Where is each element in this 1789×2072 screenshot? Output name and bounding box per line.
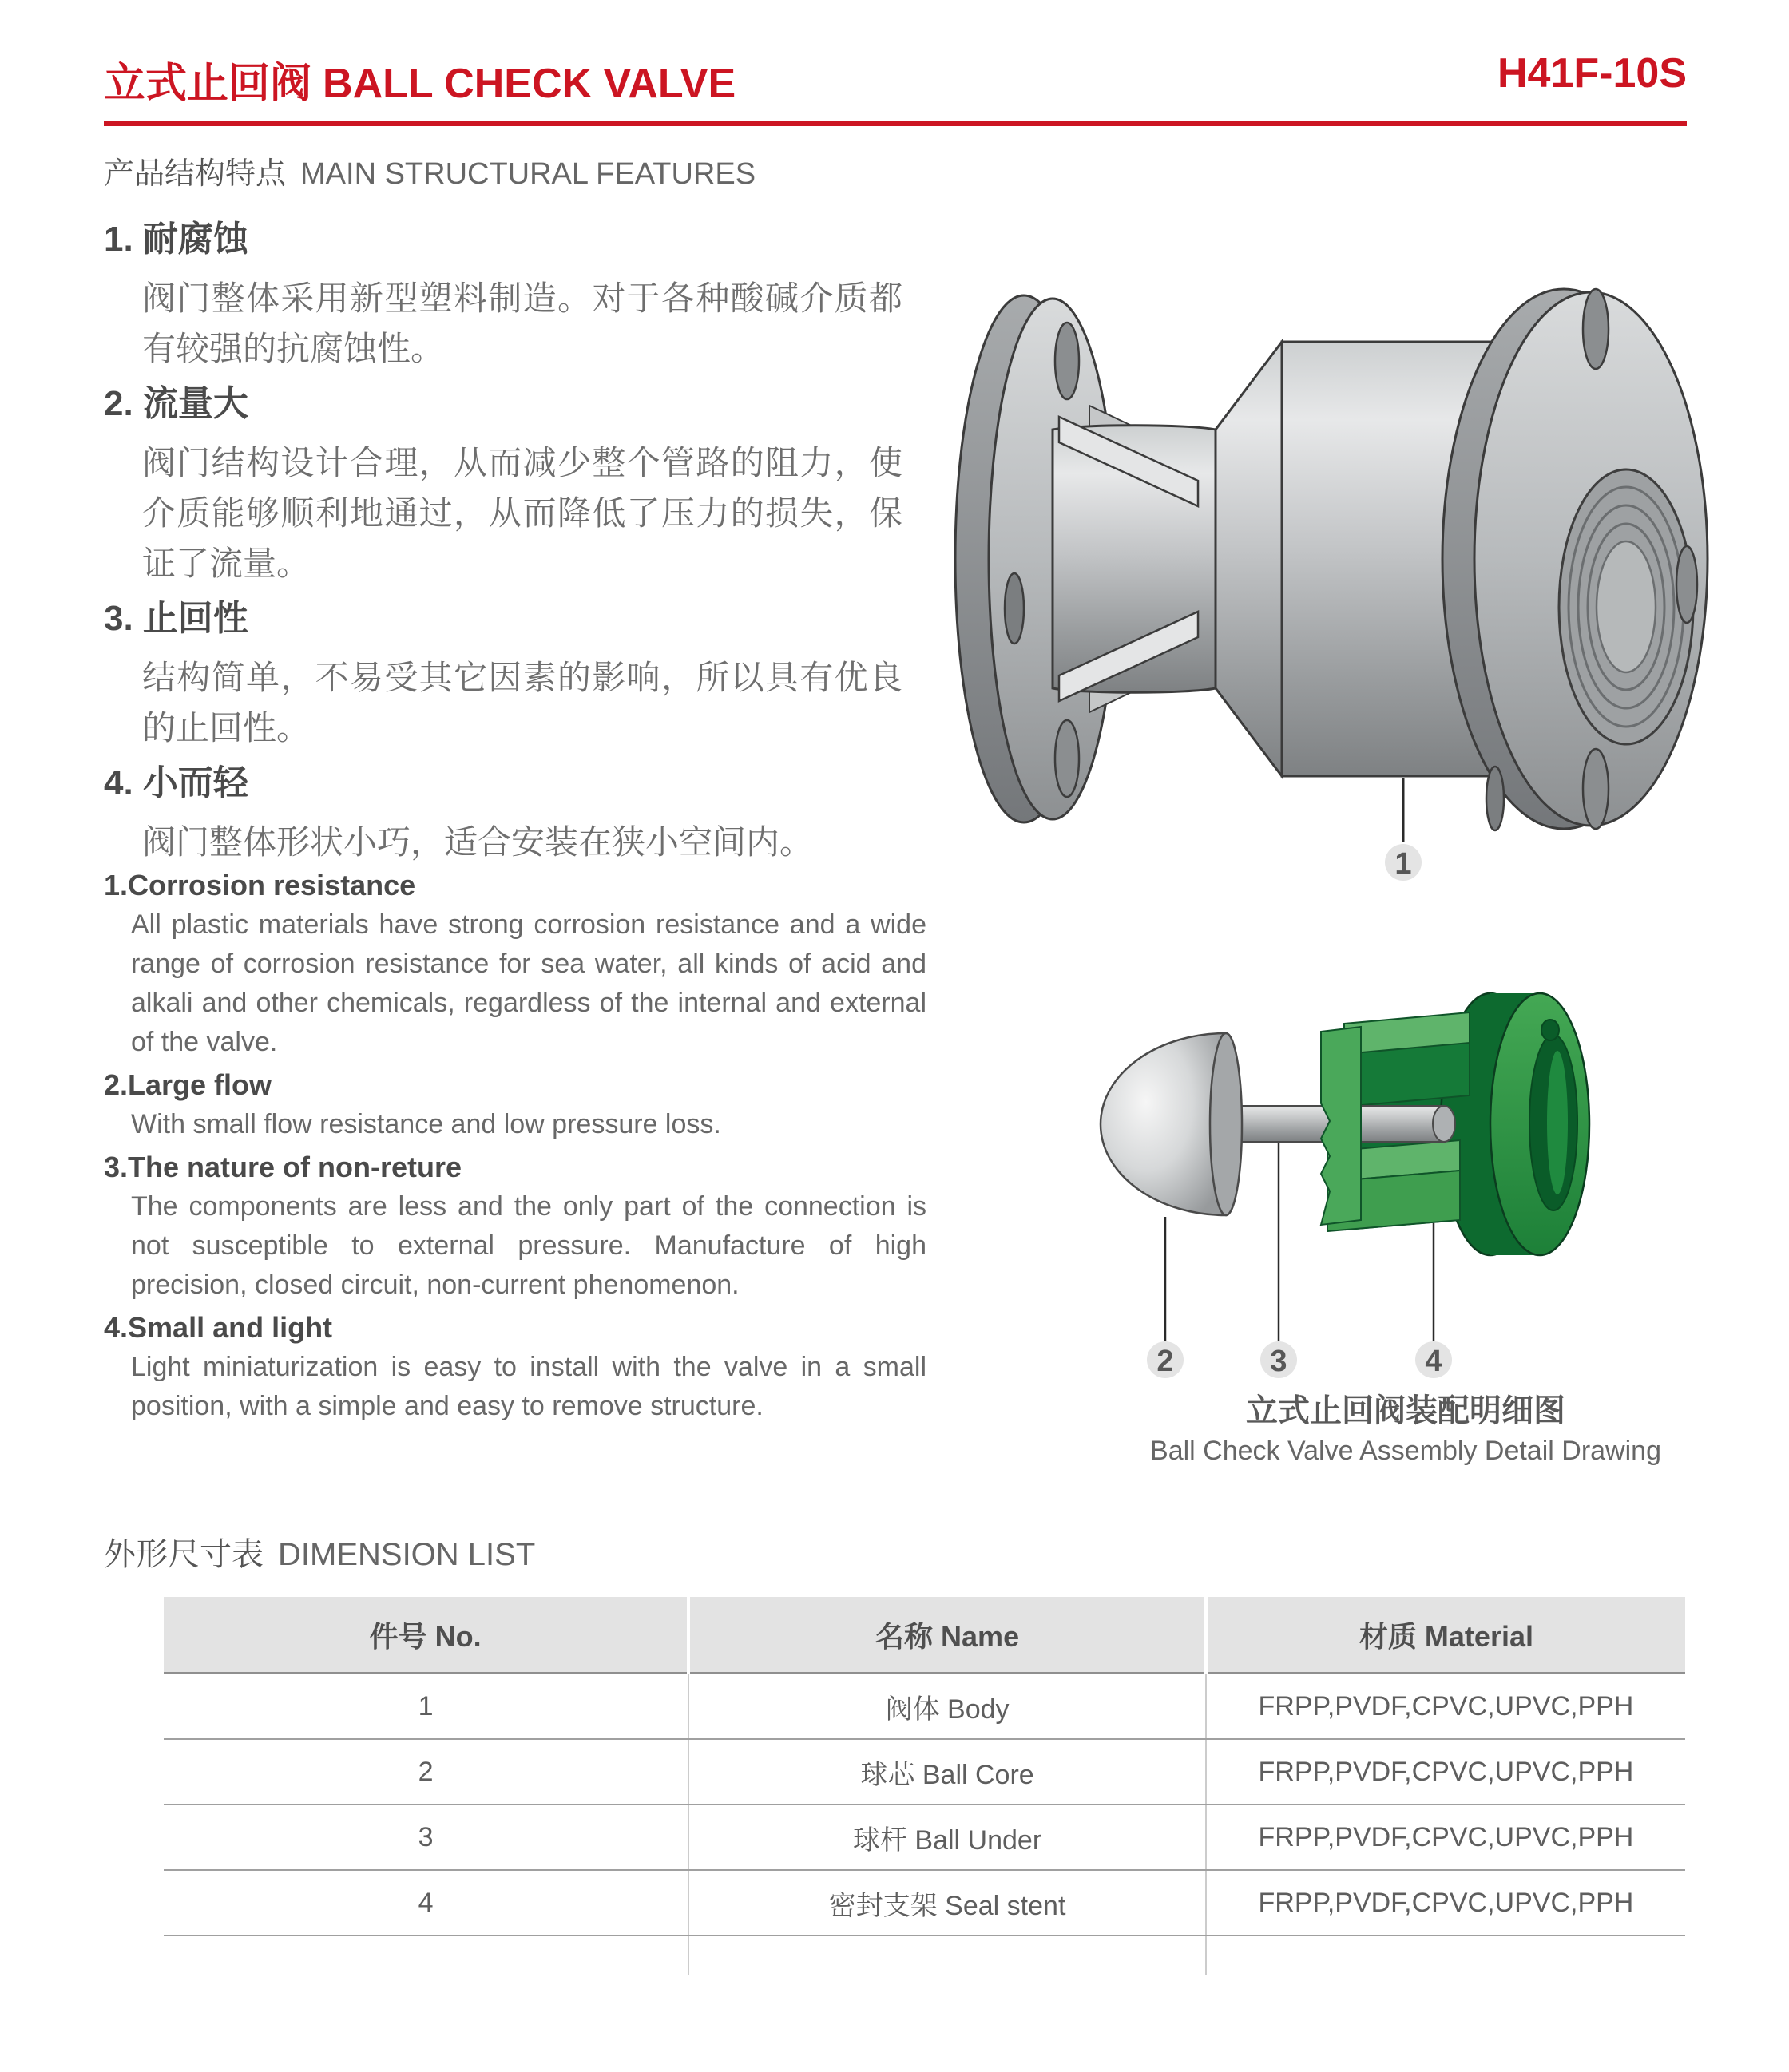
feature-en-heading: 1.Corrosion resistance <box>104 869 416 901</box>
cell-material: FRPP,PVDF,CPVC,UPVC,PPH <box>1206 1805 1685 1870</box>
assembly-caption-en: Ball Check Valve Assembly Detail Drawing <box>1150 1436 1661 1466</box>
threaded-bore <box>1559 469 1693 744</box>
feature-zh-heading: 1. 耐腐蚀 <box>104 220 248 259</box>
cell-name: 球杆 Ball Under <box>688 1805 1206 1870</box>
features-list-en <box>104 862 926 1428</box>
dimension-table <box>164 1597 1685 1975</box>
page-title-en: BALL CHECK VALVE <box>323 61 736 107</box>
dimension-section-heading <box>104 1529 535 1575</box>
bolt-hole <box>1583 749 1609 829</box>
cell-name: 球芯 Ball Core <box>688 1739 1206 1805</box>
valve-figure <box>918 240 1725 910</box>
feature-zh-heading: 4. 小而轻 <box>104 763 248 802</box>
bolt-hole <box>1486 767 1504 830</box>
feature-zh-heading: 2. 流量大 <box>104 384 248 423</box>
assembly-figure <box>918 982 1725 1397</box>
feature-en-body: The components are less and the only part of the connection is not susceptible to external pressure. Manufacture of high precision, closed circuit, non-current phenomenon. <box>131 1191 926 1300</box>
dimension-heading-zh: 外形尺寸表 <box>104 1537 264 1572</box>
cell-no: 3 <box>164 1805 688 1870</box>
column-header-no: 件号 No. <box>164 1597 688 1674</box>
feature-zh-body: 阀门结构设计合理，从而减少整个管路的阻力，使介质能够顺利地通过，从而降低了压力的损失，保证了流量。 <box>142 444 902 582</box>
feature-en-body: With small flow resistance and low pressure loss. <box>131 1109 721 1139</box>
bolt-hole <box>1055 323 1079 399</box>
features-section-heading <box>104 149 756 192</box>
column-header-name: 名称 Name <box>688 1597 1206 1674</box>
bolt-hole <box>1583 289 1609 369</box>
feature-en-heading: 3.The nature of non-reture <box>104 1151 462 1183</box>
feature-zh-body: 阀门整体采用新型塑料制造。对于各种酸碱介质都有较强的抗腐蚀性。 <box>142 279 902 367</box>
feature-en-body: All plastic materials have strong corrosion resistance and a wide range of corrosion resistance for sea water, all kinds of acid and alkali and other chemicals, regardless of the internal and external of the valve. <box>131 909 926 1057</box>
features-heading-zh: 产品结构特点 <box>104 157 287 191</box>
feature-zh-body: 结构简单，不易受其它因素的影响，所以具有优良的止回性。 <box>142 659 902 747</box>
cell-name: 阀体 Body <box>688 1674 1206 1740</box>
table-header-row <box>164 1597 1685 1674</box>
cell-no: 2 <box>164 1739 688 1805</box>
model-number: H41F-10S <box>1497 50 1687 97</box>
valve-cone <box>1216 342 1282 776</box>
callout-label-4: 4 <box>1425 1345 1442 1378</box>
table-row <box>164 1739 1685 1805</box>
features-list-zh <box>104 209 902 875</box>
callout-label-2: 2 <box>1156 1345 1174 1378</box>
table-row-spacer <box>164 1935 1685 1975</box>
feature-zh-body: 阀门整体形状小巧，适合安装在狭小空间内。 <box>142 823 814 861</box>
callout-label-3: 3 <box>1270 1345 1287 1378</box>
assembly-caption <box>1062 1389 1749 1469</box>
feature-en-body: Light miniaturization is easy to install with the valve in a small position, with a simple and easy to remove structure. <box>131 1352 926 1421</box>
bolt-hole <box>1005 573 1024 644</box>
cell-material: FRPP,PVDF,CPVC,UPVC,PPH <box>1206 1674 1685 1740</box>
page-title-zh: 立式止回阀 <box>104 61 312 107</box>
page-title <box>104 50 736 109</box>
dimension-heading-en: DIMENSION LIST <box>278 1537 536 1572</box>
features-heading-en: MAIN STRUCTURAL FEATURES <box>300 157 756 191</box>
bolt-hole <box>1676 546 1697 623</box>
cell-name: 密封支架 Seal stent <box>688 1870 1206 1935</box>
assembly-caption-zh: 立式止回阀装配明细图 <box>1246 1393 1565 1428</box>
cell-material: FRPP,PVDF,CPVC,UPVC,PPH <box>1206 1870 1685 1935</box>
feature-en-heading: 2.Large flow <box>104 1068 272 1101</box>
table-row <box>164 1805 1685 1870</box>
cell-material: FRPP,PVDF,CPVC,UPVC,PPH <box>1206 1739 1685 1805</box>
cell-no: 1 <box>164 1674 688 1740</box>
callout-label-1: 1 <box>1394 847 1412 881</box>
bolt-hole <box>1055 720 1079 797</box>
feature-en-heading: 4.Small and light <box>104 1311 333 1344</box>
table-row <box>164 1870 1685 1935</box>
column-header-material: 材质 Material <box>1206 1597 1685 1674</box>
ball-core <box>1101 1033 1242 1215</box>
red-divider <box>104 121 1687 126</box>
table-row <box>164 1674 1685 1740</box>
feature-zh-heading: 3. 止回性 <box>104 599 248 638</box>
cell-no: 4 <box>164 1870 688 1935</box>
